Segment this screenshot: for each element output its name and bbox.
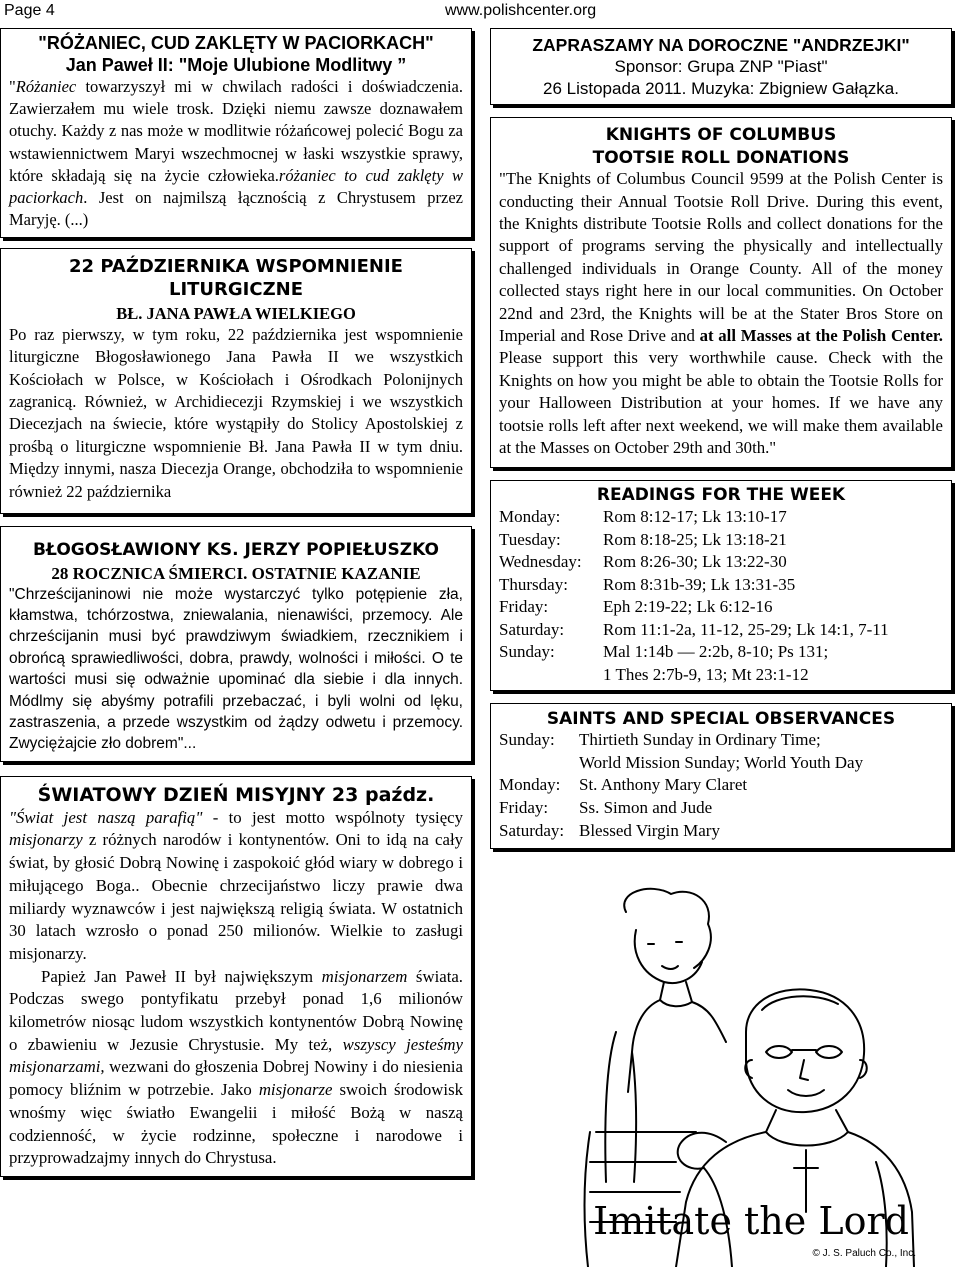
readings-day: Thursday: [499,574,568,594]
readings-day: Sunday: [499,642,555,662]
readings-day: Monday: [499,506,561,526]
saints-day: Friday: [499,798,549,817]
imitate-the-lord-illustration [576,882,916,1267]
readings-day: Tuesday: [499,529,561,549]
wspomnienie-title: 22 PAŹDZIERNIKA WSPOMNIENIE [69,256,403,278]
readings-row [499,641,889,664]
readings-row [499,506,889,529]
readings-text: Rom 8:18-25; Lk 13:18-21 [603,529,787,549]
saints-table [499,729,863,842]
readings-row [499,529,889,552]
readings-text: 1 Thes 2:7b-9, 13; Mt 23:1-12 [603,665,809,685]
wspomnienie-subtitle: BŁ. JANA PAWŁA WIELKIEGO [116,303,356,323]
illustration-caption: Imitate the Lord [593,1199,909,1243]
saints-day [499,752,579,775]
readings-text: Mal 1:14b — 2:2b, 8-10; Ps 131; [603,642,829,662]
saints-text: Blessed Virgin Mary [579,820,720,840]
wspomnienie-text: Po raz pierwszy, w tym roku, 22 października jest wspomnienie liturgiczne Błogosławionego Jana Pawła II we wszystkich Kościołach w Polsce, w Kościołach i Ośrodkach Polonijnych zagranicą. Również, w Archidiecezji Rzymskiej i we wszystkich Diecezjach na świecie, które wystąpiły do Stolicy Apostolskiej z prośbą o liturgiczne wspomnienie Bł. Jana Pawła II w tym dniu. Między innymi, nasza Diecezja Orange, obchodziła to wspomnienie również 22 października [9,324,463,501]
readings-row [499,619,889,642]
andrzejki-box [490,28,952,105]
readings-row [499,664,889,687]
andrzejki-title: ZAPRASZAMY NA DOROCZNE "ANDRZEJKI" [532,35,910,55]
saints-day: Monday: [499,775,561,795]
misyjny-title: ŚWIATOWY DZIEŃ MISYJNY 23 paźdz. [37,783,435,806]
illustration-copyright: © J. S. Paluch Co., Inc. [812,1248,916,1259]
saints-row [499,797,863,820]
misyjny-paragraph-1: "Świat jest naszą parafią" - to jest motto wspólnoty tysięcy misjonarzy z różnych narodów i kontynentów. Oni to idą na cały świat, by głosić Dobrą Nowinę i zaspokoić głód wiary w dobrego i miłującego Boga.. Obecnie chrzecijaństwo liczy prawie dwa miliardy wyznawców i jest największą religią świata. W ostatnich 30 latach wzrosło o ponad 250 milionów. Wielkie to zasługi misjonarzy. [9,807,463,963]
saints-day: Saturday: [499,820,565,840]
wspomnienie-title-2: LITURGICZNE [168,279,303,301]
wspomnienie-box [0,248,472,514]
rozaniec-title: "RÓŻANIEC, CUD ZAKLĘTY W PACIORKACH" [38,33,434,53]
readings-row [499,596,889,619]
popieluszko-text: "Chrześcijaninowi nie może wystarczyć tylko potępienie zła, kłamstwa, tchórzostwa, zniewalania, nienawiści, przemocy. Ale chrześcijanin musi być prawdziwym świadkiem, rzecznikiem i obrońcą sprawiedliwości, dobra, prawdy, wolności i miłości. O te wartości musi się odważnie upominać dla siebie i dla innych. Módlmy się abyśmy potrafili przebaczać, i byli wolni od lęku, zastraszenia, a przede wszystkim od żądzy odwetu i przemocy. Zwyciężajcie zło dobrem"... [9,585,463,753]
readings-text: Rom 8:12-17; Lk 13:10-17 [603,506,787,526]
rozaniec-subtitle: Jan Paweł II: "Moje Ulubione Modlitwy ” [65,55,407,75]
saints-day: Sunday: [499,730,555,750]
saints-text: World Mission Sunday; World Youth Day [579,752,864,772]
left-column [0,28,472,1177]
saints-row [499,752,863,775]
saints-title: SAINTS AND SPECIAL OBSERVANCES [546,708,896,729]
saints-box [490,703,952,850]
readings-day [499,664,603,687]
knights-text: "The Knights of Columbus Council 9599 at the Polish Center is conducting their Annual Tootsie Roll Drive. During this event, the Knights distribute Tootsie Rolls and collect donations for the support of programs serving the physically and intellectually challenged individuals in Orange County. All of the money collected stays right here in our local communities. On October 22nd and 23rd, the Knights will be at the Stater Bros Store on Imperial and Rose Drive and at all Masses at the Polish Center. Please support this very worthwhile cause. Check with the Knights on how you might be able to obtain the Tootsie Rolls for your Halloween Distribution at your homes. If we have any tootsie rolls left after next weekend, we will make them available at the Masses on October 29th and 30th." [499,169,943,457]
readings-row [499,551,889,574]
misyjny-paragraph-2: Papież Jan Paweł II był największym misjonarzem świata. Podczas swego pontyfikatu przebył ponad 1,6 milionów kilometrów niosąc ludom wszystkich kontynentów Dobrą Nowinę o zbawieniu w Jezusie Chrystusie. My też, wszyscy jesteśmy misjonarzami, wezwani do głoszenia Dobrej Nowiny i do niesienia pomocy bliźnim w potrzebie. Jako misjonarze swoich środowisk wnośmy więc światło Ewangelii i miłość Bożą w naszą codzienność, w życie rodzinne, społeczne i narodowe i przyprowadzajmy innych do Chrystusa. [9,966,463,1168]
readings-text: Eph 2:19-22; Lk 6:12-16 [603,597,773,617]
readings-title: READINGS FOR THE WEEK [596,485,846,506]
knights-subtitle: TOOTSIE ROLL DONATIONS [592,147,850,168]
misyjny-box [0,776,472,1177]
saints-text: St. Anthony Mary Claret [579,775,748,795]
popieluszko-title: BŁOGOSŁAWIONY KS. JERZY POPIEŁUSZKO [33,540,439,561]
knights-box [490,117,952,468]
saints-row [499,774,863,797]
readings-text: Rom 11:1-2a, 11-12, 25-29; Lk 14:1, 7-11 [603,619,889,639]
rozaniec-text: "Różaniec towarzyszył mi w chwilach radości i doświadczenia. Zawierzałem mu wiele trosk. Dzięki niemu zawsze doznawałem otuchy. Każdy z nas może w modlitwie różańcowej polecić Bogu za wstawiennictwem Maryi wszechmocnej w łaski wszystkie sprawy, które składają się na życie człowieka.różaniec to cud zaklęty w paciorkach. Jest on najmilszą łącznością z Chrystusem przez Maryję. (...) [9,77,463,230]
readings-day: Friday: [499,597,549,617]
popieluszko-box [0,526,472,762]
readings-day: Saturday: [499,619,565,639]
rozaniec-box [0,28,472,238]
andrzejki-date: 26 Listopada 2011. Muzyka: Zbigniew Gałązka. [543,79,899,98]
page-header [0,0,960,24]
right-column [490,28,952,849]
readings-row [499,574,889,597]
readings-table [499,506,889,687]
readings-day: Wednesday: [499,552,582,572]
saints-row [499,820,863,843]
readings-box [490,480,952,690]
saints-text: Thirtieth Sunday in Ordinary Time; [579,730,821,750]
knights-title: KNIGHTS OF COLUMBUS [605,125,837,145]
saints-row [499,729,863,752]
website-url: www.polishcenter.org [445,2,597,19]
andrzejki-sponsor: Sponsor: Grupa ZNP "Piast" [614,57,828,76]
saints-text: Ss. Simon and Jude [579,798,713,817]
popieluszko-subtitle: 28 ROCZNICA ŚMIERCI. OSTATNIE KAZANIE [51,563,421,583]
readings-text: Rom 8:31b-39; Lk 13:31-35 [603,574,796,594]
readings-text: Rom 8:26-30; Lk 13:22-30 [603,552,787,572]
page-number: Page 4 [4,2,55,19]
